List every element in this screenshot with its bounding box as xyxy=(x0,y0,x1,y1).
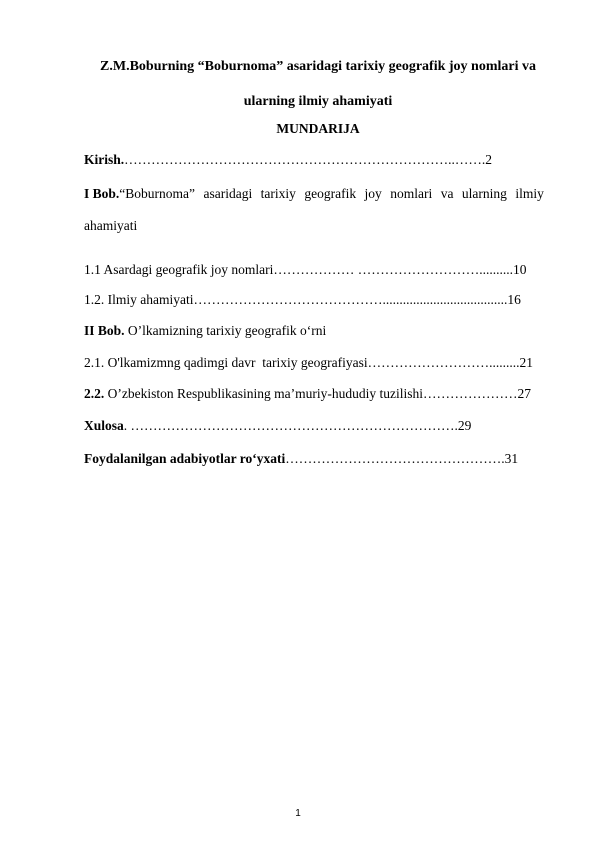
document-title-line-1: Z.M.Boburning “Boburnoma” asaridagi tarixiy geografik joy nomlari va xyxy=(100,59,536,74)
toc-label: II Bob. xyxy=(84,323,125,338)
toc-entry-xulosa xyxy=(84,418,471,434)
toc-text: 1.2. Ilmiy ahamiyati xyxy=(84,292,194,307)
toc-page-number: 21 xyxy=(519,355,533,370)
toc-entry-kirish xyxy=(84,152,492,168)
toc-text: 1.1 Asardagi geografik joy nomlari xyxy=(84,262,274,277)
toc-entry-bob1 xyxy=(84,186,544,202)
toc-label: Xulosa xyxy=(84,418,124,433)
toc-bob1-word-4: joy xyxy=(364,186,382,201)
toc-page-number: 10 xyxy=(512,262,527,277)
toc-bob1-word-5: nomlari xyxy=(390,186,433,201)
toc-page-number: 16 xyxy=(507,292,521,307)
toc-entry-adabiyotlar xyxy=(84,451,518,467)
toc-bob1-word-3: geografik xyxy=(304,186,357,201)
toc-bob1-word-6: va xyxy=(440,186,454,201)
toc-leader-dots: ……………… ……………………….......... xyxy=(273,262,513,277)
toc-label: I Bob. xyxy=(84,186,120,201)
toc-text: O’zbekiston Respublikasining ma’muriy-hududiy tuzilishi xyxy=(104,386,423,401)
toc-leader-dots: …………………………………………. xyxy=(285,451,505,466)
toc-bob1-word-7: ularning xyxy=(461,186,507,201)
toc-text: O’lkamizning tarixiy geografik o‘rni xyxy=(124,323,327,338)
toc-bob1-word-1: asaridagi xyxy=(203,186,253,201)
toc-entry-1-2 xyxy=(84,292,521,308)
toc-page-number: 27 xyxy=(517,386,531,401)
toc-leader-dots: ……………………………………..................................... xyxy=(193,292,508,307)
toc-entry-1-1 xyxy=(84,262,526,278)
toc-leader-dots: . ………………………………………………………………. xyxy=(123,418,458,433)
toc-page-number: 29 xyxy=(457,418,472,433)
toc-leader-dots: ………………… xyxy=(422,386,518,401)
toc-text: “Boburnoma” xyxy=(119,186,196,201)
toc-leader-dots: ………………………......... xyxy=(367,355,520,370)
toc-label: Foydalanilgan adabiyotlar ro‘yxati xyxy=(84,451,286,466)
toc-bob1-word-0 xyxy=(84,186,195,202)
toc-entry-bob1-continuation: ahamiyati xyxy=(84,218,138,233)
contents-heading: MUNDARIJA xyxy=(276,121,360,136)
page-number: 1 xyxy=(295,808,301,819)
toc-bob1-word-8: ilmiy xyxy=(515,186,544,201)
toc-label: Kirish. xyxy=(84,152,125,167)
toc-page-number: 2 xyxy=(485,152,493,167)
document-title-line-2: ularning ilmiy ahamiyati xyxy=(243,94,393,109)
toc-label: 2.2. xyxy=(84,386,105,401)
toc-page-number: 31 xyxy=(504,451,519,466)
toc-bob1-word-2: tarixiy xyxy=(260,186,296,201)
toc-entry-bob2 xyxy=(84,323,326,339)
toc-text: 2.1. O'lkamizmng qadimgi davr tarixiy geografiyasi xyxy=(84,355,368,370)
toc-entry-2-1 xyxy=(84,355,533,371)
toc-leader-dots: ………………………………………………………………..……. xyxy=(124,152,486,167)
toc-entry-2-2 xyxy=(84,386,531,402)
